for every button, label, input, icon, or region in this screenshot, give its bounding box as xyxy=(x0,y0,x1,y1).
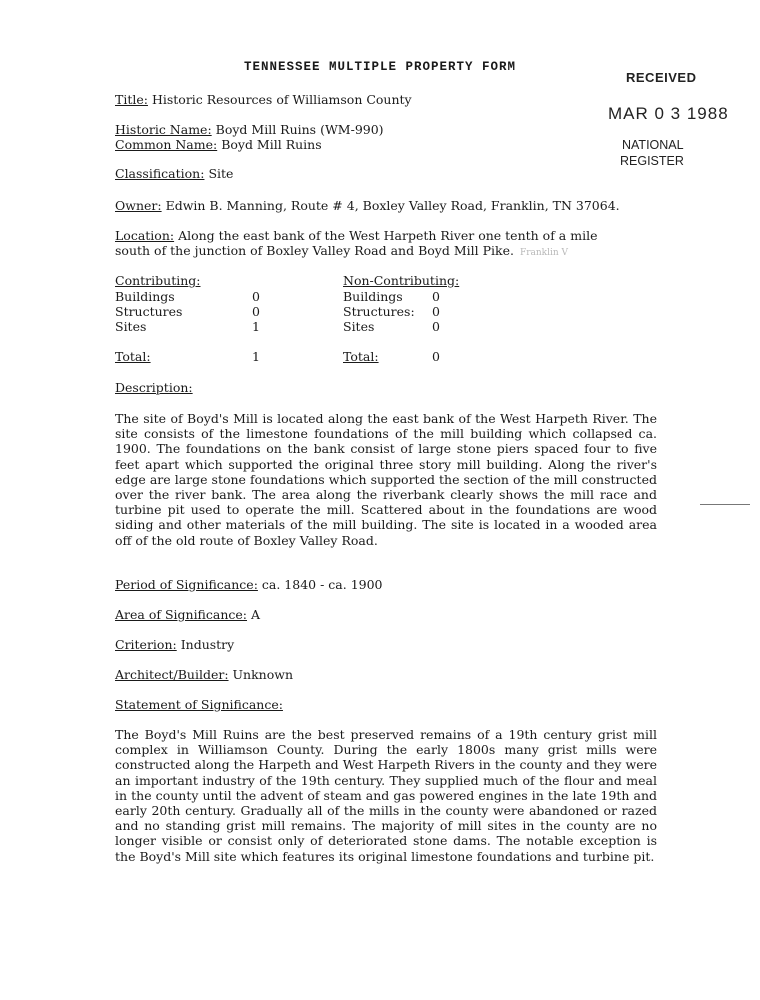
classification-label: Classification: xyxy=(115,166,205,181)
area-label: Area of Significance: xyxy=(115,607,248,622)
stamp-received: RECEIVED xyxy=(626,70,697,85)
count-row-contributing: 0 xyxy=(252,289,260,304)
area-field xyxy=(115,607,260,622)
count-row-noncontributing: 0 xyxy=(432,289,440,304)
architect-value: Unknown xyxy=(232,667,294,682)
total-contributing: 1 xyxy=(252,349,260,364)
location-label: Location: xyxy=(115,228,175,243)
criterion-value: Industry xyxy=(180,637,235,652)
count-row-nc-label: Sites xyxy=(343,319,375,334)
count-row-label: Buildings xyxy=(115,289,175,304)
classification-field xyxy=(115,166,233,181)
total-noncontributing: 0 xyxy=(432,349,440,364)
common-name-value: Boyd Mill Ruins xyxy=(221,137,322,152)
historic-name-field xyxy=(115,122,384,137)
contributing-header: Contributing: xyxy=(115,273,201,288)
description-label: Description: xyxy=(115,380,193,395)
common-name-label: Common Name: xyxy=(115,137,218,152)
period-value: ca. 1840 - ca. 1900 xyxy=(261,577,383,592)
owner-label: Owner: xyxy=(115,198,162,213)
statement-heading xyxy=(115,697,283,712)
architect-label: Architect/Builder: xyxy=(115,667,229,682)
historic-name-value: Boyd Mill Ruins (WM-990) xyxy=(215,122,384,137)
total-label: Total: xyxy=(115,349,151,364)
common-name-field xyxy=(115,137,322,152)
count-row-contributing: 1 xyxy=(252,319,260,334)
count-row-label: Sites xyxy=(115,319,147,334)
stamp-register: REGISTER xyxy=(620,154,684,168)
location-value-2: south of the junction of Boxley Valley Road and Boyd Mill Pike. xyxy=(115,243,514,258)
count-row-nc-label: Structures: xyxy=(343,304,415,319)
form-title: TENNESSEE MULTIPLE PROPERTY FORM xyxy=(243,60,517,74)
statement-label: Statement of Significance: xyxy=(115,697,283,712)
criterion-label: Criterion: xyxy=(115,637,177,652)
count-row-nc-label: Buildings xyxy=(343,289,403,304)
criterion-field xyxy=(115,637,234,652)
description-heading xyxy=(115,380,193,395)
noncontributing-header: Non-Contributing: xyxy=(343,273,460,288)
title-value: Historic Resources of Williamson County xyxy=(151,92,412,107)
nc-total-label: Total: xyxy=(343,349,379,364)
margin-mark xyxy=(700,504,750,505)
title-field xyxy=(115,92,412,107)
location-field xyxy=(115,228,597,243)
architect-field xyxy=(115,667,293,682)
title-label: Title: xyxy=(115,92,148,107)
location-faint-annotation: Franklin V xyxy=(519,248,569,258)
historic-name-label: Historic Name: xyxy=(115,122,212,137)
statement-text: The Boyd's Mill Ruins are the best preserved remains of a 19th century grist mill complex in Williamson County. During the early 1800s many grist mills were constructed along the Harpeth and West Harpeth Rivers in the county and they were an important industry of the 19th century. They supplied much of the flour and meal in the county until the advent of steam and gas powered engines in the late 19th and early 20th century. Gradually all of the mills in the county were abandoned or razed and no standing grist mill remains. The majority of mill sites in the county are no longer visible or consist only of deteriorated stone dams. The notable exception is the Boyd's Mill site which features its original limestone foundations and turbine pit. xyxy=(115,727,657,864)
count-row-noncontributing: 0 xyxy=(432,304,440,319)
count-row-noncontributing: 0 xyxy=(432,319,440,334)
area-value: A xyxy=(251,607,261,622)
description-text: The site of Boyd's Mill is located along the east bank of the West Harpeth River. The site consists of the limestone foundations of the mill building which collapsed ca. 1900. The foundations on the bank consist of large stone piers spaced four to five feet apart which supported the original three story mill building. Along the river's edge are large stone foundations which supported the section of the mill constructed over the river bank. The area along the riverbank clearly shows the mill race and turbine pit used to operate the mill. Scattered about in the foundations are wood siding and other materials of the mill building. The site is located in a wooded area off of the old route of Boxley Valley Road. xyxy=(115,411,657,548)
period-label: Period of Significance: xyxy=(115,577,258,592)
classification-value: Site xyxy=(208,166,234,181)
stamp-national: NATIONAL xyxy=(622,138,684,152)
stamp-date: MAR 0 3 1988 xyxy=(608,104,729,123)
count-row-label: Structures xyxy=(115,304,183,319)
owner-field xyxy=(115,198,620,213)
location-value-1: Along the east bank of the West Harpeth River one tenth of a mile xyxy=(178,228,598,243)
period-field xyxy=(115,577,383,592)
location-field-line2 xyxy=(115,243,568,258)
count-row-contributing: 0 xyxy=(252,304,260,319)
owner-value: Edwin B. Manning, Route # 4, Boxley Valley Road, Franklin, TN 37064. xyxy=(165,198,620,213)
